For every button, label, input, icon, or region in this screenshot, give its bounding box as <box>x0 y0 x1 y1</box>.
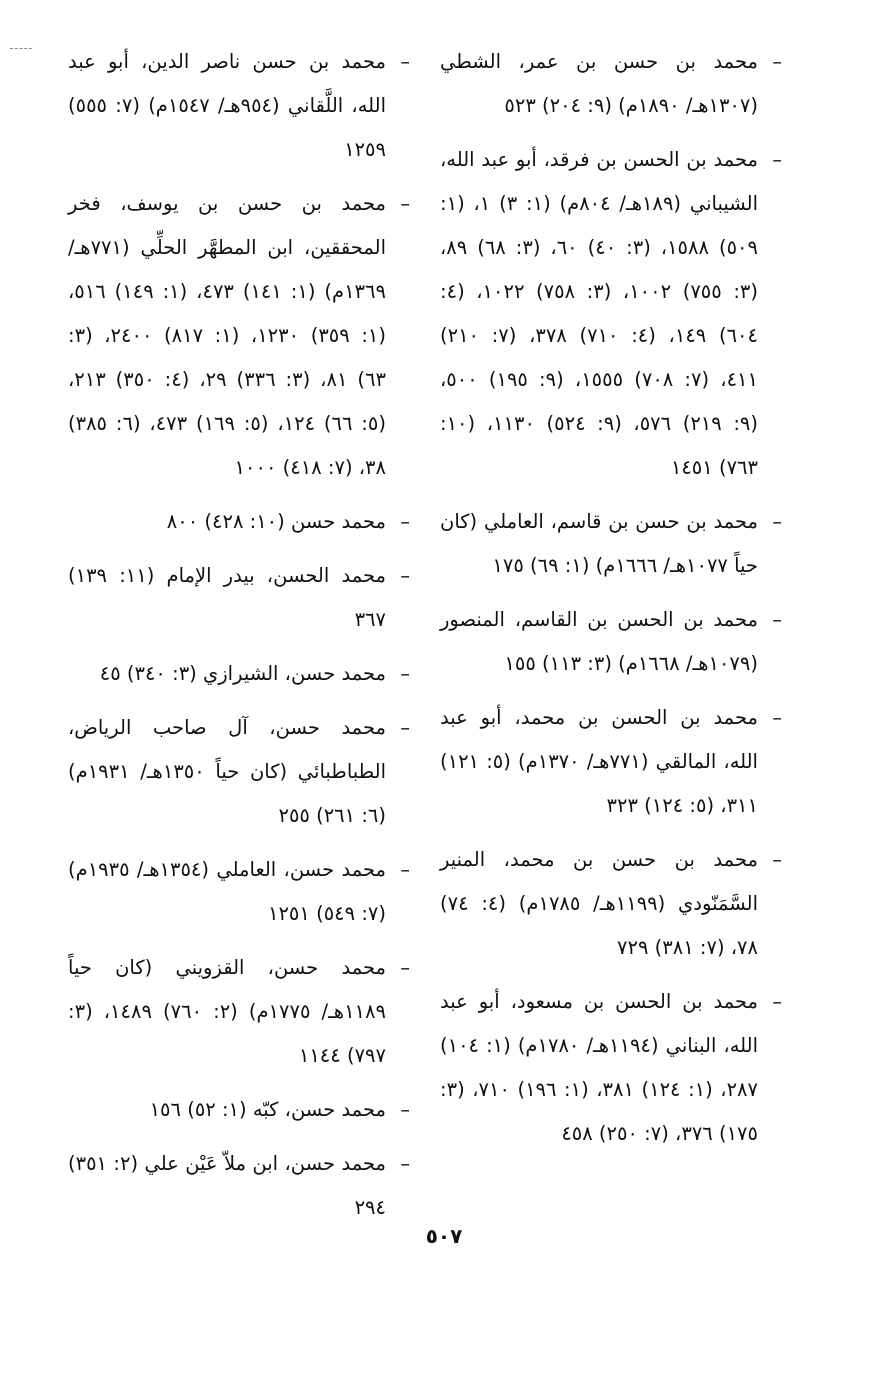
scan-margin-mark <box>10 48 32 49</box>
index-entry <box>440 598 758 686</box>
index-column-right <box>440 40 758 1166</box>
index-entry <box>68 500 386 544</box>
entry-text: – محمد الحسن، بيدر الإمام (١١: ١٣٩) ٣٦٧ <box>68 564 386 631</box>
index-entry <box>68 706 386 838</box>
index-entry <box>440 40 758 128</box>
entry-text: – محمد بن حسن بن عمر، الشطي (١٣٠٧هـ/ ١٨٩٠م) (٩: ٢٠٤) ٥٢٣ <box>440 50 758 117</box>
index-entry <box>68 40 386 172</box>
index-entry <box>440 500 758 588</box>
entry-text: – محمد حسن، العاملي (١٣٥٤هـ/ ١٩٣٥م) (٧: ٥٤٩) ١٢٥١ <box>68 858 386 925</box>
entry-text: – محمد بن الحسن بن فرقد، أبو عبد الله، الشيباني (١٨٩هـ/ ٨٠٤م) (١: ٣) ١، (١: ٥٠٩) ١٥٨٨، (٣: ٤٠) ٦٠، (٣: ٦٨) ٨٩، (٣: ٧٥٥) ١٠٠٢، (٣: ٧٥٨) ١٠٢٢، (٤: ٦٠٤) ١٤٩، (٤: ٧١٠) ٣٧٨، (٧: ٢١٠) ٤١١، (٧: ٧٠٨) ١٥٥٥، (٩: ١٩٥) ٥٠٠، (٩: ٢١٩) ٥٧٦، (٩: ٥٢٤) ١١٣٠، (١٠: ٧٦٣) ١٤٥١ <box>440 148 758 479</box>
index-entry <box>68 1088 386 1132</box>
entry-text: – محمد حسن، كبّه (١: ٥٢) ١٥٦ <box>149 1098 386 1121</box>
entry-text: – محمد بن حسن بن قاسم، العاملي (كان حياً ١٠٧٧هـ/ ١٦٦٦م) (١: ٦٩) ١٧٥ <box>440 510 758 577</box>
index-entry <box>68 946 386 1078</box>
entry-text: – محمد بن الحسن بن القاسم، المنصور (١٠٧٩هـ/ ١٦٦٨م) (٣: ١١٣) ١٥٥ <box>440 608 758 675</box>
entry-text: – محمد بن حسن ناصر الدين، أبو عبد الله، اللَّقاني (٩٥٤هـ/ ١٥٤٧م) (٧: ٥٥٥) ١٢٥٩ <box>68 50 386 161</box>
entry-text: – محمد حسن، ابن ملاّ عَيْن علي (٢: ٣٥١) ٢٩٤ <box>68 1152 387 1219</box>
entry-text: – محمد بن حسن بن يوسف، فخر المحققين، ابن المطهَّر الحلِّي (٧٧١هـ/ ١٣٦٩م) (١: ١٤١) ٤٧٣، (١: ١٤٩) ٥١٦، (١: ٣٥٩) ١٢٣٠، (١: ٨١٧) ٢٤٠٠، (٣: ٦٣) ٨١، (٣: ٣٣٦) ٢٩، (٤: ٣٥٠) ٢١٣، (٥: ٦٦) ١٢٤، (٥: ١٦٩) ٤٧٣، (٦: ٣٨٥) ٣٨، (٧: ٤١٨) ١٠٠٠ <box>68 192 386 479</box>
index-entry <box>440 138 758 490</box>
entry-text: – محمد حسن، الشيرازي (٣: ٣٤٠) ٤٥ <box>99 662 386 685</box>
index-entry <box>68 1142 386 1230</box>
index-entry <box>68 848 386 936</box>
entry-text: – محمد بن الحسن بن مسعود، أبو عبد الله، البناني (١١٩٤هـ/ ١٧٨٠م) (١: ١٠٤) ٢٨٧، (١: ١٢٤) ٣٨١، (١: ١٩٦) ٧١٠، (٣: ١٧٥) ٣٧٦، (٧: ٢٥٠) ٤٥٨ <box>440 990 758 1145</box>
index-entry <box>68 652 386 696</box>
entry-text: – محمد بن حسن بن محمد، المنير السَّمَنّودي (١١٩٩هـ/ ١٧٨٥م) (٤: ٧٤) ٧٨، (٧: ٣٨١) ٧٢٩ <box>440 848 758 959</box>
page-number: ٥٠٧ <box>425 1224 463 1248</box>
entry-text: – محمد حسن (١٠: ٤٢٨) ٨٠٠ <box>166 510 386 533</box>
entry-text: – محمد حسن، آل صاحب الرياض، الطباطبائي (كان حياً ١٣٥٠هـ/ ١٩٣١م) (٦: ٢٦١) ٢٥٥ <box>68 716 387 827</box>
index-entry <box>440 696 758 828</box>
index-entry <box>440 838 758 970</box>
index-entry <box>440 980 758 1156</box>
index-entry <box>68 554 386 642</box>
index-column-left <box>68 40 386 1240</box>
entry-text: – محمد حسن، القزويني (كان حياً ١١٨٩هـ/ ١٧٧٥م) (٢: ٧٦٠) ١٤٨٩، (٣: ٧٩٧) ١١٤٤ <box>68 956 386 1067</box>
index-entry <box>68 182 386 490</box>
entry-text: – محمد بن الحسن بن محمد، أبو عبد الله، المالقي (٧٧١هـ/ ١٣٧٠م) (٥: ١٢١) ٣١١، (٥: ١٢٤) ٣٢٣ <box>440 706 758 817</box>
